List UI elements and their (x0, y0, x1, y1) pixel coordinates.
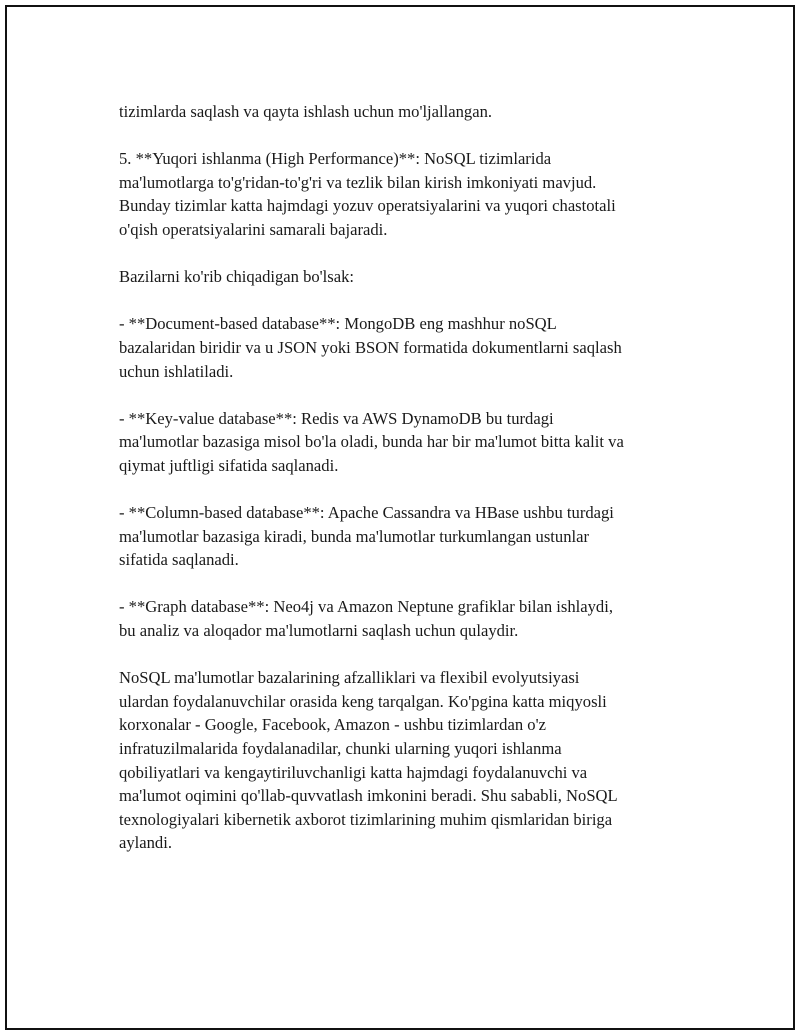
text-line: ma'lumot oqimini qo'llab-quvvatlash imkonini beradi. Shu sababli, NoSQL (119, 786, 618, 806)
text-line: o'qish operatsiyalarini samarali bajaradi. (119, 219, 388, 239)
text-line: NoSQL ma'lumotlar bazalarining afzalliklari va flexibil evolyutsiyasi (119, 668, 580, 688)
paragraph-conclusion (119, 666, 704, 855)
paragraph-high-performance (119, 147, 704, 241)
text-line: ulardan foydalanuvchilar orasida keng tarqalgan. Ko'pgina katta miqyosli (119, 691, 607, 711)
list-item-key-value-db (119, 407, 704, 478)
text-line: qiymat juftligi sifatida saqlanadi. (119, 455, 339, 475)
text-line: - **Column-based database**: Apache Cassandra va HBase ushbu turdagi (119, 503, 614, 523)
text-line: - **Key-value database**: Redis va AWS DynamoDB bu turdagi (119, 408, 554, 428)
text-line: uchun ishlatiladi. (119, 361, 234, 381)
text-line: bazalaridan biridir va u JSON yoki BSON formatida dokumentlarni saqlash (119, 337, 622, 357)
text-line: infratuzilmalarida foydalanadilar, chunki ularning yuqori ishlanma (119, 739, 562, 759)
text-line: tizimlarda saqlash va qayta ishlash uchun mo'ljallangan. (119, 102, 493, 121)
text-line: ma'lumotlar bazasiga kiradi, bunda ma'lumotlar turkumlangan ustunlar (119, 526, 590, 546)
paragraph-intro (119, 265, 704, 289)
list-item-column-db (119, 501, 704, 572)
list-item-document-db (119, 312, 704, 383)
text-line: - **Graph database**: Neo4j va Amazon Neptune grafiklar bilan ishlaydi, (119, 597, 613, 617)
text-line: - **Document-based database**: MongoDB eng mashhur noSQL (119, 314, 557, 334)
paragraph-continuation (119, 100, 704, 124)
text-line: qobiliyatlari va kengaytiriluvchanligi katta hajmdagi foydalanuvchi va (119, 762, 588, 782)
text-line: ma'lumotlarga to'g'ridan-to'g'ri va tezlik bilan kirish imkoniyati mavjud. (119, 172, 597, 192)
text-line: sifatida saqlanadi. (119, 550, 239, 570)
text-line: Bazilarni ko'rib chiqadigan bo'lsak: (119, 267, 355, 287)
list-item-graph-db (119, 595, 704, 642)
text-line: 5. **Yuqori ishlanma (High Performance)**: NoSQL tizimlarida (119, 149, 552, 169)
text-line: texnologiyalari kibernetik axborot tizimlarining muhim qismlaridan biriga (119, 809, 613, 829)
text-line: bu analiz va aloqador ma'lumotlarni saqlash uchun qulaydir. (119, 621, 519, 641)
text-line: aylandi. (119, 833, 172, 853)
document-body (119, 100, 704, 879)
text-line: ma'lumotlar bazasiga misol bo'la oladi, bunda har bir ma'lumot bitta kalit va (119, 432, 624, 452)
text-line: korxonalar - Google, Facebook, Amazon - ushbu tizimlardan o'z (119, 715, 546, 735)
text-line: Bunday tizimlar katta hajmdagi yozuv operatsiyalarini va yuqori chastotali (119, 196, 616, 216)
page-frame (5, 5, 795, 1030)
